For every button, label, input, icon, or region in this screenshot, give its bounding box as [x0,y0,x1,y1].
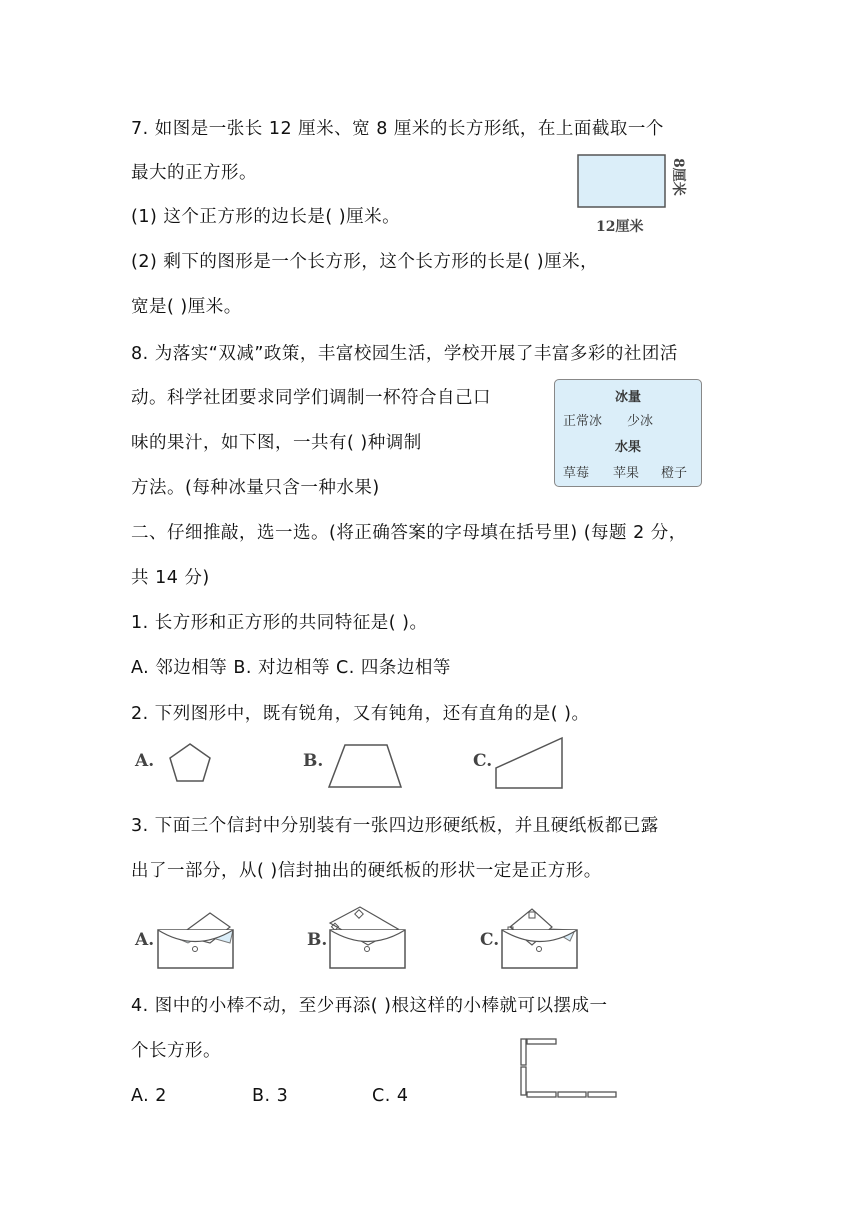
shape-label-a: A. [135,751,155,771]
envelope-label-b: B. [307,930,328,950]
s2q4-line1: 4. 图中的小棒不动，至少再添( )根这样的小棒就可以摆成一 [131,996,608,1016]
s2q1-options: A. 邻边相等 B. 对边相等 C. 四条边相等 [131,658,451,678]
pentagon-shape [170,744,210,781]
s2q3-line1: 3. 下面三个信封中分别装有一张四边形硬纸板，并且硬纸板都已露 [131,816,659,836]
envelope-b [330,907,405,968]
s2q4-line2: 个长方形。 [131,1041,221,1061]
ice-option: 正常冰 [563,414,603,429]
section2-line2: 共 14 分) [131,568,210,588]
q7-sub1: (1) 这个正方形的边长是( )厘米。 [131,207,401,227]
stick [588,1092,616,1097]
ice-title: 冰量 [614,390,641,405]
stick [558,1092,586,1097]
stick [521,1067,526,1095]
q7-line2: 最大的正方形。 [131,163,257,183]
q7-sub2b: 宽是( )厘米。 [131,297,242,317]
s2q4-option-c: C. 4 [372,1086,409,1106]
envelope-label-a: A. [135,930,155,950]
trapezoid-shape [329,745,401,787]
paper-height-label: 8厘米 [670,158,686,196]
paper-width-label: 12厘米 [596,219,644,235]
paper-rectangle [578,155,665,207]
stick [527,1092,556,1097]
envelopes-figure [130,905,590,975]
s2q4-option-b: B. 3 [252,1086,289,1106]
s2q2-stem: 2. 下列图形中，既有锐角，又有钝角，还有直角的是( )。 [131,704,590,724]
sticks-figure [515,1035,625,1105]
q8-line2: 动。科学社团要求同学们调制一杯符合自己口 [131,388,491,408]
stick [527,1039,556,1044]
s2q4-option-a: A. 2 [131,1086,167,1106]
envelope-label-c: C. [480,930,500,950]
envelope-a [158,913,233,968]
fruit-option: 橙子 [661,466,688,481]
s2q3-line2: 出了一部分，从( )信封抽出的硬纸板的形状一定是正方形。 [131,861,602,881]
right-trapezoid-shape [496,738,562,788]
shapes-figure [130,736,580,796]
envelope-c [502,909,577,968]
q8-line3: 味的果汁，如下图，一共有( )种调制 [131,433,422,453]
q7-line1: 7. 如图是一张长 12 厘米、宽 8 厘米的长方形纸，在上面截取一个 [131,119,664,139]
fruit-option: 草莓 [563,466,590,481]
stick [521,1039,526,1065]
q7-sub2: (2) 剩下的图形是一个长方形，这个长方形的长是( )厘米， [131,252,599,272]
juice-options-box [554,379,702,487]
fruit-option: 苹果 [613,466,640,481]
q8-line1: 8. 为落实“双减”政策，丰富校园生活，学校开展了丰富多彩的社团活 [131,344,678,364]
fruit-title: 水果 [614,440,641,455]
s2q1-stem: 1. 长方形和正方形的共同特征是( )。 [131,613,428,633]
q8-line4: 方法。(每种冰量只含一种水果) [131,478,380,498]
section2-line1: 二、仔细推敲，选一选。(将正确答案的字母填在括号里) (每题 2 分， [131,523,687,543]
shape-label-c: C. [473,751,493,771]
shape-label-b: B. [303,751,324,771]
ice-option: 少冰 [627,414,654,429]
rectangle-paper-figure [570,150,700,240]
